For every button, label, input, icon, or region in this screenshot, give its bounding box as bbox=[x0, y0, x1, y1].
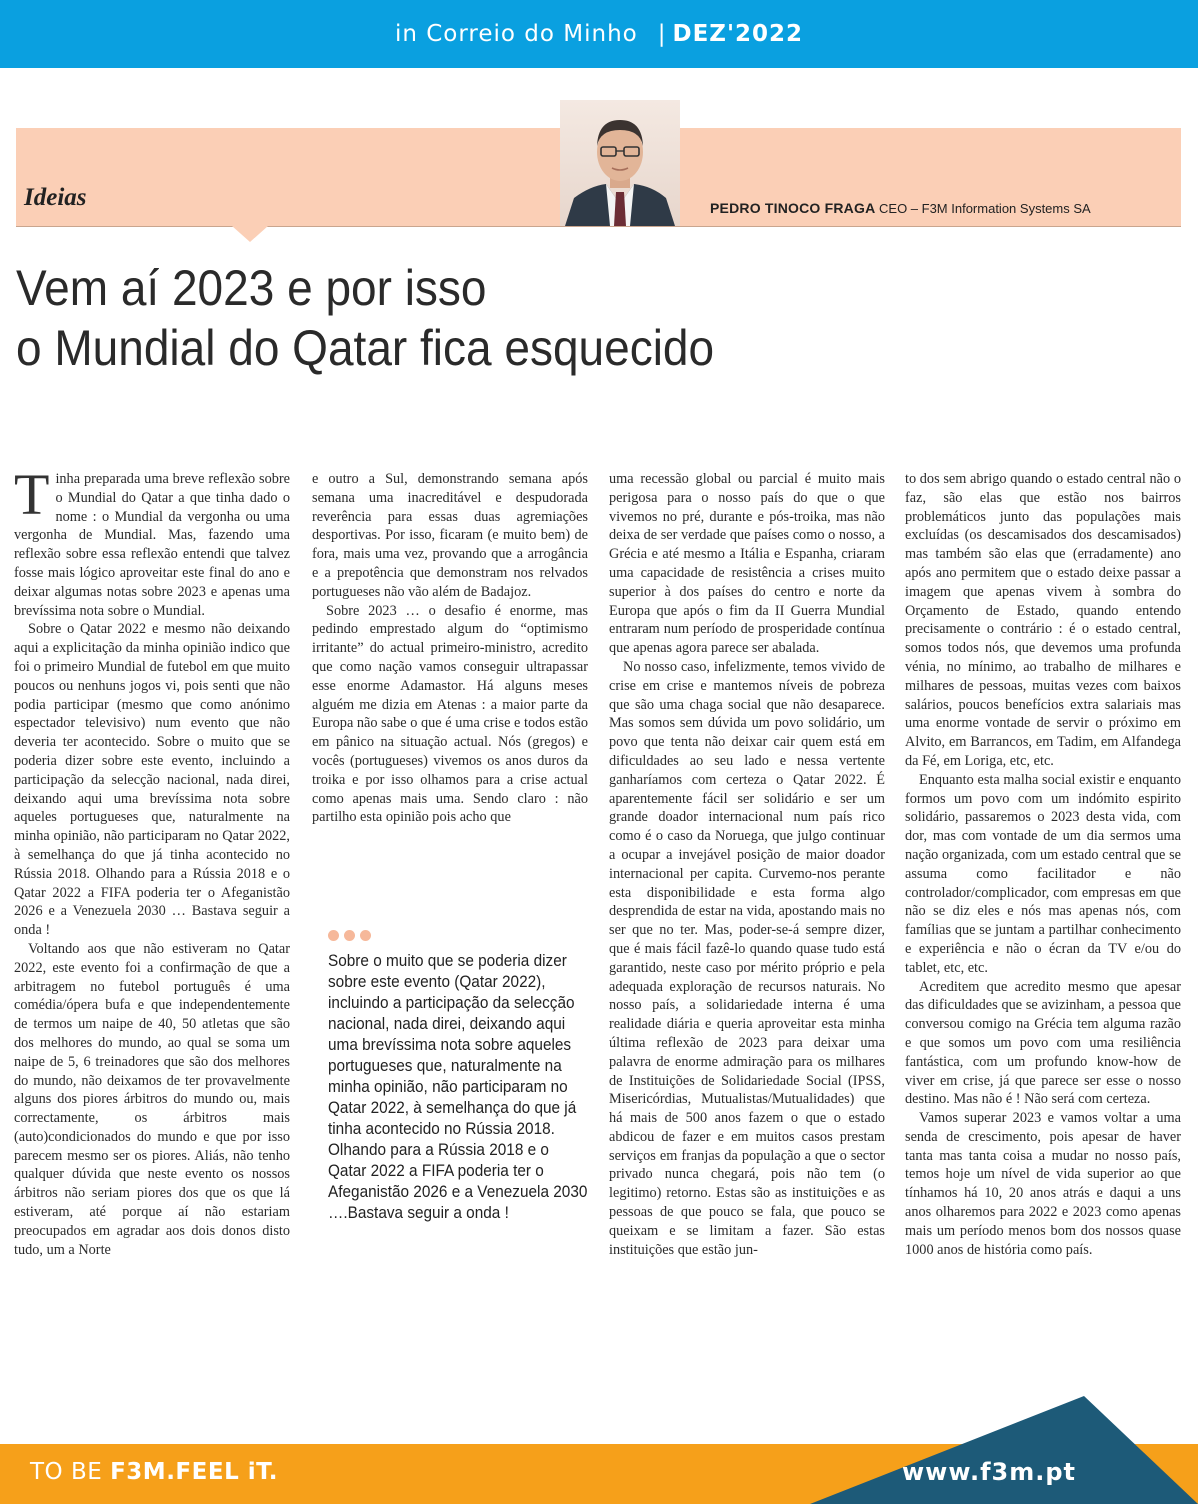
footer-slogan bbox=[30, 1459, 278, 1485]
band-notch bbox=[232, 226, 268, 242]
paragraph: Sobre 2023 … o desafio é enorme, mas pedindo emprestado algum do “optimismo irritante” do actual primeiro-ministro, acredito que como nação vamos conseguir ultrapassar esse enorme Adamastor. Há alguns meses alguém me dizia em Atenas : a maior parte da Europa não sabe o que é uma crise e todos estão em pânico na situação actual. Nós (gregos) e vocês (portugueses) vivemos os anos duros da troika e por isso olhamos para a crise actual como apenas mais uma. Sendo claro : não partilho esta opinião pois acho que bbox=[312, 602, 588, 826]
publication-header bbox=[0, 0, 1198, 68]
pull-quote-text: Sobre o muito que se poderia dizer sobre este evento (Qatar 2022), incluindo a participação da selecção nacional, nada direi, deixando aqui uma brevíssima nota sobre aqueles portugueses que, naturalmente na minha opinião, não participaram no Qatar 2022, à semelhança do que já tinha acontecido no Rússia 2018. Olhando para a Rússia 2018 e o Qatar 2022 a FIFA poderia ter o Afeganistão 2026 e a Venezuela 2030 ….Bastava seguir a onda ! bbox=[328, 952, 588, 1222]
author-role: CEO – F3M Information Systems SA bbox=[879, 201, 1091, 216]
headline-line-2: o Mundial do Qatar fica esquecido bbox=[16, 320, 715, 376]
paragraph: Vamos superar 2023 e vamos voltar a uma senda de crescimento, pois apesar de haver tanta mas tanta coisa a mudar no nosso país, temos hoje um nível de vida superior ao que tínhamos há 10, 20 anos atrás e daqui a uns anos olharemos para 2022 e 2023 como apenas mais um período menos bom dos nossos quase 1000 anos de história como país. bbox=[905, 1110, 1181, 1258]
author-byline bbox=[710, 200, 1091, 216]
paragraph: Enquanto esta malha social existir e enquanto formos um povo com um indómito espirito solidário, passaremos o 2023 desta vida, com dor, mas com vontade de um dia sermos uma nação organizada, com um estado central que se assuma como facilitador e não controlador/complicador, com empresas em que não se diz eles e nós mas apenas nós, com famílias que se juntam a partilhar conhecimento e experiência e não o écran da TV e/ou do tablet, etc, etc. bbox=[905, 771, 1181, 976]
paragraph: e outro a Sul, demonstrando semana após semana uma inacreditável e despudorada reverência para essas duas agremiações desportivas. Por isso, ficaram (e muito bem) de fora, mais uma vez, provando que a arrogância e a prepotência que demonstram nos relvados portugueses não vão além de Badajoz. bbox=[312, 471, 588, 600]
paragraph-text: inha preparada uma breve reflexão sobre o Mundial do Qatar a que tinha dado o nome : o Mundial da vergonha ou uma vergonha de Mundial. Mas, fazendo uma reflexão sobre essa reflexão entendi que talvez fosse mais lógico aproveitar este final do ano e deixar algumas notas sobre 2023 e apenas uma brevíssima nota sobre o Mundial. bbox=[14, 471, 290, 619]
paragraph: Sobre o Qatar 2022 e mesmo não deixando aqui a explicitação da minha opinião indico que foi o primeiro Mundial de futebol em que muito poucos ou nenhuns jogos vi, pois senti que não podia participar (mesmo que como anónimo espectador televisivo) num evento que não deveria ter acontecido. Sobre o muito que se poderia dizer sobre este evento, incluindo a participação da selecção nacional, nada direi, deixando aqui uma brevíssima nota sobre aqueles portugueses que, naturalmente na minha opinião, não participaram no Qatar 2022, à semelhança do que já tinha acontecido no Rússia 2018. Olhando para a Rússia 2018 e o Qatar 2022 a FIFA poderia ter o Afeganistão 2026 e a Venezuela 2030 … Bastava seguir a onda ! bbox=[14, 621, 290, 939]
pull-quote bbox=[312, 930, 588, 1224]
footer-triangle-decoration bbox=[0, 1396, 1198, 1504]
publication-name: in Correio do Minho bbox=[394, 21, 638, 47]
paragraph: No nosso caso, infelizmente, temos vivido de crise em crise e mantemos níveis de pobreza que são uma chaga social que não desaparece. Mas somos sem dúvida um povo solidário, um povo que tenta não deixar cair quem está em dificuldades ao seu lado e nessa vertente ganharíamos com certeza o Qatar 2022. É aparentemente fácil ser solidário e ser um grande doador internacional num país rico como é o caso da Noruega, que julgo continuar a ocupar a invejável posição de maior doador internacional per capita. Curvemo-nos perante esta disponibilidade e esta forma algo desprendida de estar na vida, apostando mais no ser que no ter. Mas, poder-se-á sempre dizer, que é mais fácil fazê-lo quando quase tudo está garantido, neste caso por mérito próprio e pela adequada exploração de recursos naturais. No nosso país, a solidariedade interna é uma realidade diária e queria aproveitar esta minha última reflexão de 2023 para deixar uma palavra de enorme admiração para os milhares de Instituições de Solidariedade Social (IPSS, Misericórdias, Mutualistas/Mutualidades) que há mais de 500 anos fazem o que o estado abdicou de fazer e em muitos casos prestam serviços em franjas da população a que o sector privado nunca chegará, pois não tem (o legitimo) retorno. Estas são as instituições e as pessoas de que pouco se fala, que pouco se queixam e se limitam a fazer. São estas instituições que estão jun- bbox=[609, 658, 885, 1258]
article-headline bbox=[16, 258, 844, 378]
article-column-3 bbox=[609, 470, 885, 1259]
article-column-4 bbox=[905, 470, 1181, 1259]
author-photo bbox=[560, 100, 680, 226]
drop-cap: T bbox=[14, 462, 50, 527]
website-link[interactable]: www.f3m.pt bbox=[902, 1458, 1077, 1486]
header-separator: | bbox=[657, 21, 667, 47]
article-column-1 bbox=[14, 462, 290, 1259]
section-label: Ideias bbox=[24, 184, 87, 211]
paragraph: Acreditem que acredito mesmo que apesar das dificuldades que se avizinham, a pessoa que conversou comigo na Grécia tem alguma razão e que somos um povo com uma resiliência fantástica, com um profundo know-how de viver em crise, já que parece ser esse o nosso destino. Mas não é ! Não será com certeza. bbox=[905, 978, 1181, 1108]
paragraph: to dos sem abrigo quando o estado central não o faz, são elas que estão nos bairros problemáticos junto das populações mais excluídas (os descamisados dos descamisados) mas também são elas que (erradamente) ano após ano permitem que o estado deixe passar a imagem que apenas vivem à sombra do Orçamento de Estado, quando entendo precisamente o contrário : é o estado central, somos todos nós, que devemos uma profunda vénia, no mínimo, ao trabalho de milhares e milhares de pessoas, muitas vezes com baixos salários, poucos benefícios extra salariais mas uma enorme vontade de servir o próximo em Alvito, em Barrancos, em Tadim, em Alfandega da Fé, em Loriga, etc, etc. bbox=[905, 471, 1181, 769]
author-name: PEDRO TINOCO FRAGA bbox=[710, 200, 876, 216]
paragraph: uma recessão global ou parcial é muito mais perigosa para o nosso país do que o que vivemos no pré, durante e pós-troika, mas não deixa de ser verdade que países como o nosso, a Grécia e até mesmo a Itália e Espanha, criaram uma capacidade de resistência a crises muito superior à dos países do centro e norte da Europa que após o fim da II Guerra Mundial entraram num período de prosperidade contínua que apenas agora parece ser abalada. bbox=[609, 471, 885, 657]
article-column-2 bbox=[312, 470, 588, 827]
paragraph: Voltando aos que não estiveram no Qatar 2022, este evento foi a confirmação de que a arbitragem no futebol português é uma comédia/ópera bufa e que independentemente de termos um naipe de 40, 50 atletas que são dos melhores do mundo, ao qual se soma um naipe de 5, 6 treinadores que são dos melhores do mundo, não deixamos de ter provavelmente alguns dos piores árbitros do mundo ou, mais correctamente, os árbitros mais (auto)condicionados do mundo e que por isso parecem mesmo ser os piores. Aliás, não tenho qualquer dúvida que neste evento os nossos árbitros não seriam piores dos que os que lá estiveram, até porque aí não estariam preocupados em agradar aos dois donos disto tudo, um a Norte bbox=[14, 940, 290, 1258]
slogan-prefix: TO BE bbox=[30, 1459, 111, 1485]
pull-quote-dots-icon bbox=[328, 930, 584, 941]
publication-date: DEZ'2022 bbox=[672, 21, 804, 47]
slogan-brand: F3M.FEEL iT. bbox=[110, 1459, 279, 1485]
paragraph bbox=[14, 462, 290, 620]
headline-line-1: Vem aí 2023 e por isso bbox=[16, 260, 487, 316]
band-underline bbox=[16, 226, 1181, 227]
